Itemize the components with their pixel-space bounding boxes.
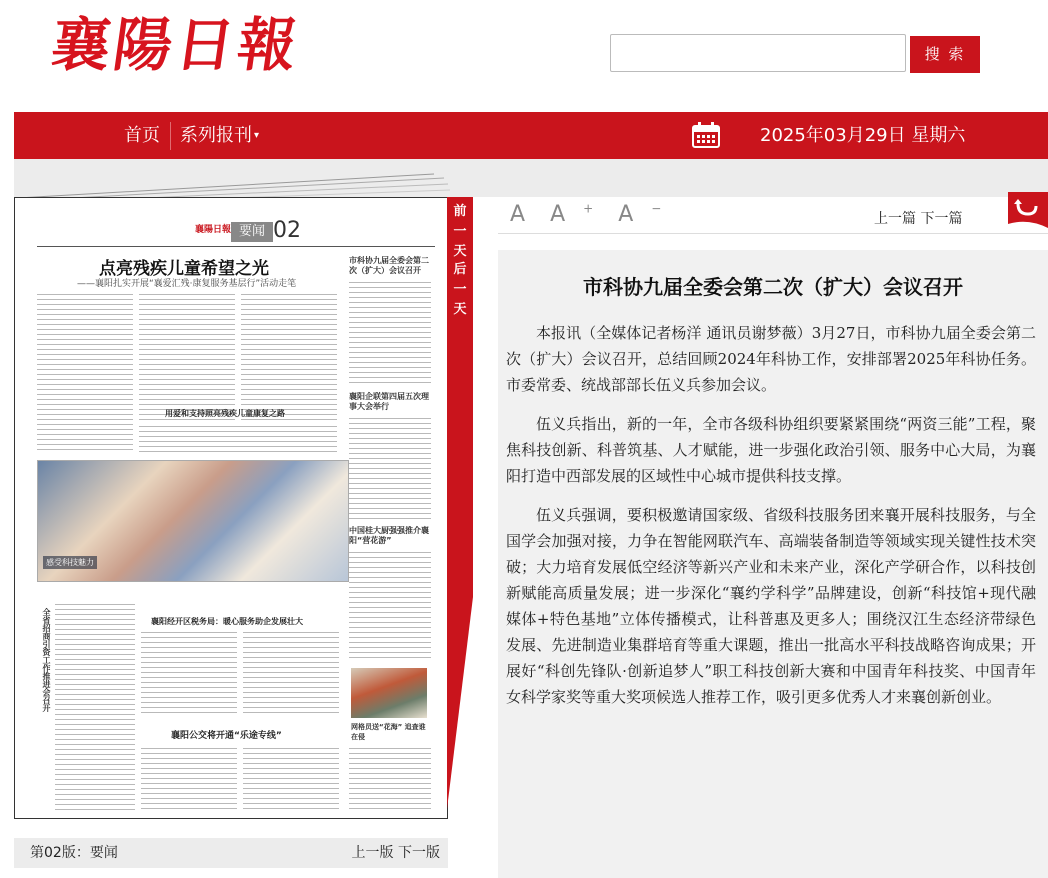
vertical-headline[interactable]: 全省招商引资工作推进会召开 — [42, 608, 51, 712]
article-body — [506, 320, 1036, 723]
prev-page-link[interactable]: 上一版 — [351, 845, 394, 861]
paper-page-number: 02 — [273, 218, 301, 243]
text-column[interactable] — [243, 746, 339, 812]
article-paragraph: 本报讯（全媒体记者杨洋 通讯员谢梦薇）3月27日，市科协九届全委会第二次（扩大）会议召开，总结回顾2024年科协工作，安排部署2025年科协任务。市委常委、统战部部长伍义兵参加会议。 — [506, 324, 1036, 394]
calendar-icon[interactable] — [692, 122, 720, 148]
search-button[interactable]: 搜 索 — [910, 36, 980, 73]
current-date: 2025年03月29日 星期六 — [760, 125, 966, 146]
paper-headline[interactable]: 点亮残疾儿童希望之光 — [99, 259, 269, 279]
article-heading[interactable]: 襄阳公交将开通“乐途专线” — [171, 731, 282, 741]
paper-masthead: 襄陽日報 — [195, 225, 232, 235]
font-size-tools — [510, 202, 679, 227]
newspaper-page[interactable] — [14, 197, 448, 819]
side-item[interactable]: 市科协九届全委会第二次（扩大）会议召开 — [349, 256, 429, 275]
font-reset-button[interactable]: A — [510, 202, 526, 228]
paper-section-label: 要闻 — [231, 222, 273, 242]
divider — [498, 233, 1048, 234]
side-item[interactable]: 襄阳企联第四届五次理事大会举行 — [349, 392, 429, 411]
photo-caption: 网格员送“花海” 追查谁在侵 — [351, 723, 426, 741]
caret-down-icon: ▾ — [254, 130, 260, 141]
article-paragraph: 伍义兵强调，要积极邀请国家级、省级科技服务团来襄开展科技服务，与全国学会加强对接，力争在智能网联汽车、高端装备制造等领域实现关键性技术突破；大力培育发展低空经济等新兴产业和未来产业，深化产学研合作，以科技创新赋能高质量发展；进一步深化“襄约学科学”品牌建设，创新“科技馆+现代融媒体+特色基地”立体传播模式，让科普惠及更多人；围绕汉江生态经济带绿色发展、先进制造业集群培育等重大课题，推出一批高水平科技战略咨询成果；开展好“科创先锋队·创新追梦人”职工科技创新大赛和中国青年科技奖、中国青年女科学家奖等重大奖项候选人推荐工作，吸引更多优秀人才来襄创新创业。 — [506, 506, 1036, 706]
article-title: 市科协九届全委会第二次（扩大）会议召开 — [583, 275, 963, 299]
page-nav — [352, 838, 440, 868]
page-footer — [14, 838, 448, 868]
article-heading[interactable]: 襄阳经开区税务局：暖心服务助企发展壮大 — [151, 617, 303, 626]
text-column[interactable] — [139, 424, 337, 454]
text-column[interactable] — [349, 280, 431, 384]
site-logo[interactable]: 襄陽日報 — [47, 11, 305, 79]
text-column[interactable] — [349, 550, 431, 662]
article-nav — [874, 208, 962, 228]
text-column[interactable] — [55, 602, 135, 812]
font-bigger-button[interactable] — [550, 202, 593, 227]
main-nav — [14, 112, 1048, 159]
minus-icon: − — [651, 202, 662, 216]
font-smaller-label: A — [618, 202, 634, 228]
text-column[interactable] — [349, 416, 431, 520]
side-item[interactable]: 中国桂大厨强强推介襄阳“营花游” — [349, 526, 429, 545]
prev-article-link[interactable]: 上一篇 — [874, 211, 916, 227]
back-icon[interactable] — [1004, 188, 1048, 232]
nav-divider — [170, 122, 171, 150]
text-column[interactable] — [37, 292, 133, 452]
text-column[interactable] — [243, 630, 339, 716]
text-column[interactable] — [349, 746, 431, 812]
paper-rule — [37, 246, 435, 247]
prev-day-button[interactable]: 前一天 — [453, 204, 467, 259]
commentary-title[interactable]: 用爱和支持照亮残疾儿童康复之路 — [165, 409, 285, 418]
font-smaller-button[interactable] — [618, 202, 661, 227]
text-column[interactable] — [141, 630, 237, 716]
photo-caption: 感受科技魅力 — [43, 556, 97, 569]
text-column[interactable] — [141, 746, 237, 812]
search-input[interactable] — [610, 34, 906, 72]
paper-subheadline: ——襄阳扎实开展“襄爱汇残·康复服务基层行”活动走笔 — [77, 279, 297, 289]
plus-icon: + — [583, 202, 594, 216]
next-page-link[interactable]: 下一版 — [398, 845, 440, 861]
nav-series-dropdown[interactable] — [180, 112, 259, 159]
news-photo[interactable] — [351, 668, 427, 718]
nav-home[interactable]: 首页 — [124, 125, 160, 146]
article-paragraph: 伍义兵指出，新的一年，全市各级科协组织要紧紧围绕“两资三能”工程，聚焦科技创新、科普筑基、人才赋能，进一步强化政治引领、服务中心大局，为襄阳打造中西部发展的区域性中心城市提供科技支撑。 — [506, 415, 1036, 485]
nav-series-label: 系列报刊 — [180, 125, 252, 146]
article-panel — [498, 250, 1048, 878]
next-article-link[interactable]: 下一篇 — [920, 211, 963, 227]
current-page-label: 第02版：要闻 — [30, 845, 118, 861]
next-day-button[interactable]: 后一天 — [453, 262, 467, 317]
font-bigger-label: A — [550, 202, 566, 228]
